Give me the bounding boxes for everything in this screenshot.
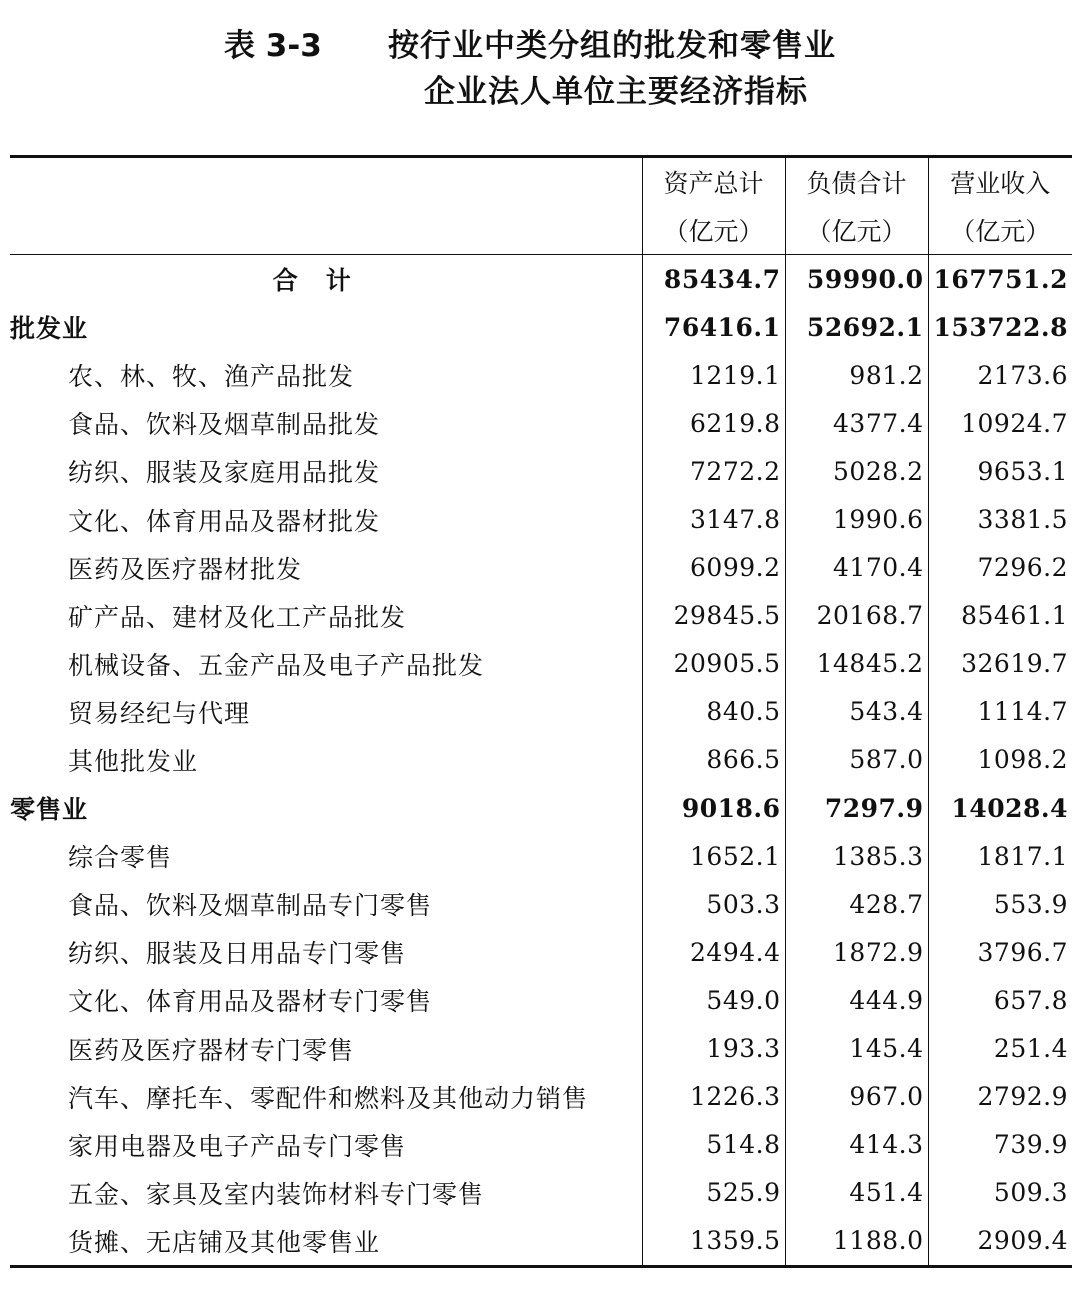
row-label: 纺织、服装及家庭用品批发 [68,458,381,488]
cell-revenue: 10924.7 [928,399,1072,447]
cell-liabilities: 1990.6 [785,495,928,543]
cell-revenue: 9653.1 [928,447,1072,495]
cell-assets: 193.3 [642,1025,785,1073]
table-row [10,640,1072,688]
table-row [10,495,1072,543]
cell-liabilities: 20168.7 [785,592,928,640]
row-label: 文化、体育用品及器材专门零售 [68,987,433,1017]
row-label: 家用电器及电子产品专门零售 [68,1131,407,1161]
cell-liabilities: 451.4 [785,1169,928,1217]
cell-assets: 85434.7 [642,255,785,304]
cell-liabilities: 1188.0 [785,1217,928,1267]
cell-liabilities: 14845.2 [785,640,928,688]
cell-assets: 9018.6 [642,784,785,832]
cell-liabilities: 428.7 [785,880,928,928]
cell-liabilities: 4377.4 [785,399,928,447]
cell-revenue: 2909.4 [928,1217,1072,1267]
cell-liabilities: 52692.1 [785,303,928,351]
cell-liabilities: 967.0 [785,1073,928,1121]
cell-assets: 503.3 [642,880,785,928]
cell-liabilities: 414.3 [785,1121,928,1169]
header-revenue-unit: （亿元） [928,206,1072,255]
table-row [10,1169,1072,1217]
table-row [10,1025,1072,1073]
cell-revenue: 7296.2 [928,544,1072,592]
cell-revenue: 167751.2 [928,255,1072,304]
table-row [10,736,1072,784]
cell-liabilities: 4170.4 [785,544,928,592]
cell-liabilities: 1872.9 [785,928,928,976]
cell-assets: 6099.2 [642,544,785,592]
table-row [10,928,1072,976]
header-assets-unit: （亿元） [642,206,785,255]
table-row [10,399,1072,447]
cell-revenue: 85461.1 [928,592,1072,640]
row-label: 纺织、服装及日用品专门零售 [68,939,407,969]
row-label: 贸易经纪与代理 [68,698,251,728]
table-title-line-1: 按行业中类分组的批发和零售业 [388,28,836,64]
table-row [10,351,1072,399]
table-row [10,1073,1072,1121]
cell-revenue: 739.9 [928,1121,1072,1169]
header-row-top [10,157,1072,207]
row-label: 汽车、摩托车、零配件和燃料及其他动力销售 [68,1083,589,1113]
table-number: 表 3-3 [224,28,322,64]
cell-revenue: 32619.7 [928,640,1072,688]
table-body [10,255,1072,1267]
table-row [10,976,1072,1024]
total-row [10,255,1072,304]
table-title [0,0,1080,140]
cell-assets: 1219.1 [642,351,785,399]
table-row [10,544,1072,592]
cell-assets: 525.9 [642,1169,785,1217]
row-label: 合计 [272,266,379,296]
row-label: 综合零售 [68,843,173,873]
cell-liabilities: 145.4 [785,1025,928,1073]
cell-liabilities: 981.2 [785,351,928,399]
cell-assets: 3147.8 [642,495,785,543]
row-label: 其他批发业 [68,746,199,776]
cell-revenue: 251.4 [928,1025,1072,1073]
cell-revenue: 657.8 [928,976,1072,1024]
row-label: 货摊、无店铺及其他零售业 [10,1217,642,1267]
row-label: 批发业 [10,314,89,344]
row-label: 农、林、牧、渔产品批发 [68,362,355,392]
cell-assets: 29845.5 [642,592,785,640]
economic-indicators-table [10,155,1072,1268]
section-row [10,303,1072,351]
cell-assets: 76416.1 [642,303,785,351]
cell-assets: 20905.5 [642,640,785,688]
cell-liabilities: 7297.9 [785,784,928,832]
row-label: 文化、体育用品及器材批发 [68,506,381,536]
cell-assets: 514.8 [642,1121,785,1169]
header-blank [10,206,642,255]
cell-revenue: 153722.8 [928,303,1072,351]
row-label: 零售业 [10,795,89,825]
row-label: 五金、家具及室内装饰材料专门零售 [68,1179,485,1209]
table-row [10,447,1072,495]
cell-assets: 840.5 [642,688,785,736]
cell-liabilities: 59990.0 [785,255,928,304]
table-row [10,688,1072,736]
cell-assets: 549.0 [642,976,785,1024]
cell-revenue: 553.9 [928,880,1072,928]
cell-assets: 6219.8 [642,399,785,447]
cell-revenue: 14028.4 [928,784,1072,832]
cell-assets: 866.5 [642,736,785,784]
row-label: 矿产品、建材及化工产品批发 [68,602,407,632]
row-label: 食品、饮料及烟草制品专门零售 [68,891,433,921]
cell-revenue: 1817.1 [928,832,1072,880]
cell-liabilities: 587.0 [785,736,928,784]
cell-revenue: 1114.7 [928,688,1072,736]
header-blank [10,157,642,207]
row-label: 食品、饮料及烟草制品批发 [68,410,381,440]
cell-revenue: 3381.5 [928,495,1072,543]
table-row [10,1121,1072,1169]
header-row-units [10,206,1072,255]
header-revenue: 营业收入 [928,157,1072,207]
cell-liabilities: 444.9 [785,976,928,1024]
cell-liabilities: 5028.2 [785,447,928,495]
cell-revenue: 3796.7 [928,928,1072,976]
table-row [10,832,1072,880]
cell-revenue: 2173.6 [928,351,1072,399]
table-row [10,592,1072,640]
cell-revenue: 1098.2 [928,736,1072,784]
header-liabilities: 负债合计 [785,157,928,207]
row-label: 机械设备、五金产品及电子产品批发 [68,650,485,680]
cell-assets: 1359.5 [642,1217,785,1267]
table-row [10,1217,1072,1267]
table-row [10,880,1072,928]
cell-assets: 1652.1 [642,832,785,880]
table-title-line-2: 企业法人单位主要经济指标 [424,74,808,110]
cell-liabilities: 543.4 [785,688,928,736]
cell-assets: 2494.4 [642,928,785,976]
cell-assets: 1226.3 [642,1073,785,1121]
header-assets: 资产总计 [642,157,785,207]
cell-assets: 7272.2 [642,447,785,495]
cell-liabilities: 1385.3 [785,832,928,880]
cell-revenue: 509.3 [928,1169,1072,1217]
row-label: 医药及医疗器材批发 [68,554,303,584]
row-label: 医药及医疗器材专门零售 [68,1035,355,1065]
cell-revenue: 2792.9 [928,1073,1072,1121]
header-liabilities-unit: （亿元） [785,206,928,255]
section-row [10,784,1072,832]
